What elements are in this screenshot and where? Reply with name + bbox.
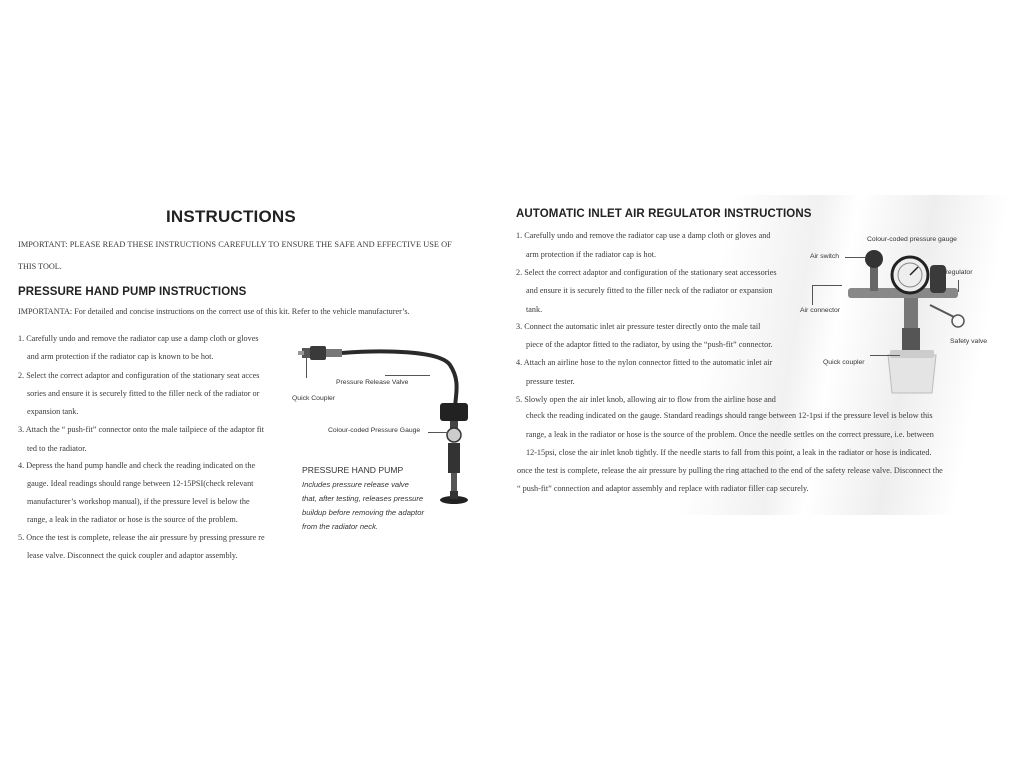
pump-caption-line: buildup before removing the adaptor [302,508,425,517]
important-notice-line-1: IMPORTANT: PLEASE READ THESE INSTRUCTIONS CAREFULLY TO ENSURE THE SAFE AND EFFECTIVE USE OF [18,240,452,249]
regulator-label: Regulator [943,269,973,276]
colour-coded-gauge-label: Colour-coded pressure gauge [867,236,957,243]
hand-pump-step-line: 4. Depress the hand pump handle and check the reading indicated on the [18,461,256,470]
regulator-step-line: 3. Connect the automatic inlet air pressure tester directly onto the male tail [516,322,761,331]
quick-coupler-label: Quick Coupler [292,395,336,402]
hand-pump-step-line: expansion tank. [27,407,79,416]
regulator-step-line: tank. [526,305,543,314]
regulator-long-step-line: “ push-fit” connection and adaptor assembly and replace with radiator filler cap securely. [517,484,809,493]
pressure-release-valve-label: Pressure Release Valve [336,379,409,386]
hand-pump-step-line: and arm protection if the radiator cap is known to be hot. [27,352,214,361]
regulator-step-line: 4. Attach an airline hose to the nylon connector fitted to the automatic inlet air [516,358,773,367]
pressure-gauge-label: Colour-coded Pressure Gauge [328,427,421,434]
leader-line [870,355,900,356]
hand-pump-step-line: 1. Carefully undo and remove the radiator cap use a damp cloth or gloves [18,334,259,343]
safety-valve-label: Safety valve [950,338,988,345]
hand-pump-step-line: 2. Select the correct adaptor and configuration of the stationary seat acces [18,371,260,380]
leader-line [385,375,430,376]
pressure-hand-pump-heading: PRESSURE HAND PUMP INSTRUCTIONS [18,286,247,298]
hand-pump-step-line: range, a leak in the radiator or hose is the source of the problem. [27,515,238,524]
pump-caption-line: Includes pressure release valve [302,480,409,489]
hand-pump-step-line: manufacturer’s workshop manual), if the pressure level is below the [27,497,250,506]
hand-pump-step-line: 3. Attach the “ push-fit” connector onto the male tailpiece of the adaptor fit [18,425,264,434]
regulator-long-step-line: once the test is complete, release the air pressure by pulling the ring attached to the end of the safety release valve. Disconnect the [517,466,943,475]
leader-line [812,285,813,305]
pump-caption-line: that, after testing, releases pressure [302,494,424,503]
air-switch-label: Air switch [810,253,840,260]
pressure-hand-pump-panel [0,200,500,570]
pump-caption-line: from the radiator neck. [302,522,378,531]
air-connector-label: Air connector [800,307,841,314]
hand-pump-step-line: sories and ensure it is securely fitted to the filler neck of the radiator or [27,389,260,398]
quick-coupler-label: Quick coupler [823,359,865,366]
hand-pump-step-line: gauge. Ideal readings should range between 12-15PSI(check relevant [27,479,254,488]
regulator-step-line: 1. Carefully undo and remove the radiator cap use a damp cloth or gloves and [516,231,771,240]
regulator-long-step-line: check the reading indicated on the gauge. Standard readings should range between 12-1psi if the pressure level is below this [526,411,933,420]
air-regulator-heading: AUTOMATIC INLET AIR REGULATOR INSTRUCTIONS [516,208,812,220]
important-notice-line-2: THIS TOOL. [18,262,62,271]
regulator-step-line: arm protection if the radiator cap is hot. [526,250,657,259]
regulator-long-step-line: 12-15psi, close the air inlet knob tightly. If the needle starts to fall from this point, a leak in the radiator or hose is indicated. [526,448,932,457]
air-regulator-illustration [830,243,990,403]
hand-pump-step-line: ted to the radiator. [27,444,87,453]
regulator-step-line: and ensure it is securely fitted to the filler neck of the radiator or expansion [526,286,773,295]
leader-line [812,285,842,286]
air-regulator-panel [500,195,1024,515]
leader-line [428,432,448,433]
regulator-step-line: 5. Slowly open the air inlet knob, allowing air to flow from the airline hose and [516,395,776,404]
regulator-long-step-line: range, a leak in the radiator or hose is the source of the problem. Once the needle settles on the correct pressure, i.e. between [526,430,934,439]
instructions-title: INSTRUCTIONS [166,207,296,226]
leader-line [958,280,959,292]
pressure-hand-pump-caption-title: PRESSURE HAND PUMP [302,465,404,475]
regulator-step-line: 2. Select the correct adaptor and configuration of the stationary seat accessories [516,268,777,277]
importanta-note: IMPORTANTA: For detailed and concise instructions on the correct use of this kit. Refer to the vehicle manufacturer’s. [18,307,410,316]
hand-pump-step-line: 5. Once the test is complete, release the air pressure by pressing pressure re [18,533,265,542]
leader-line [845,257,865,258]
regulator-step-line: pressure tester. [526,377,575,386]
hand-pump-step-line: lease valve. Disconnect the quick coupler and adaptor assembly. [27,551,238,560]
leader-line [306,358,307,378]
regulator-step-line: piece of the adaptor fitted to the radiator, by using the “push-fit” connector. [526,340,773,349]
